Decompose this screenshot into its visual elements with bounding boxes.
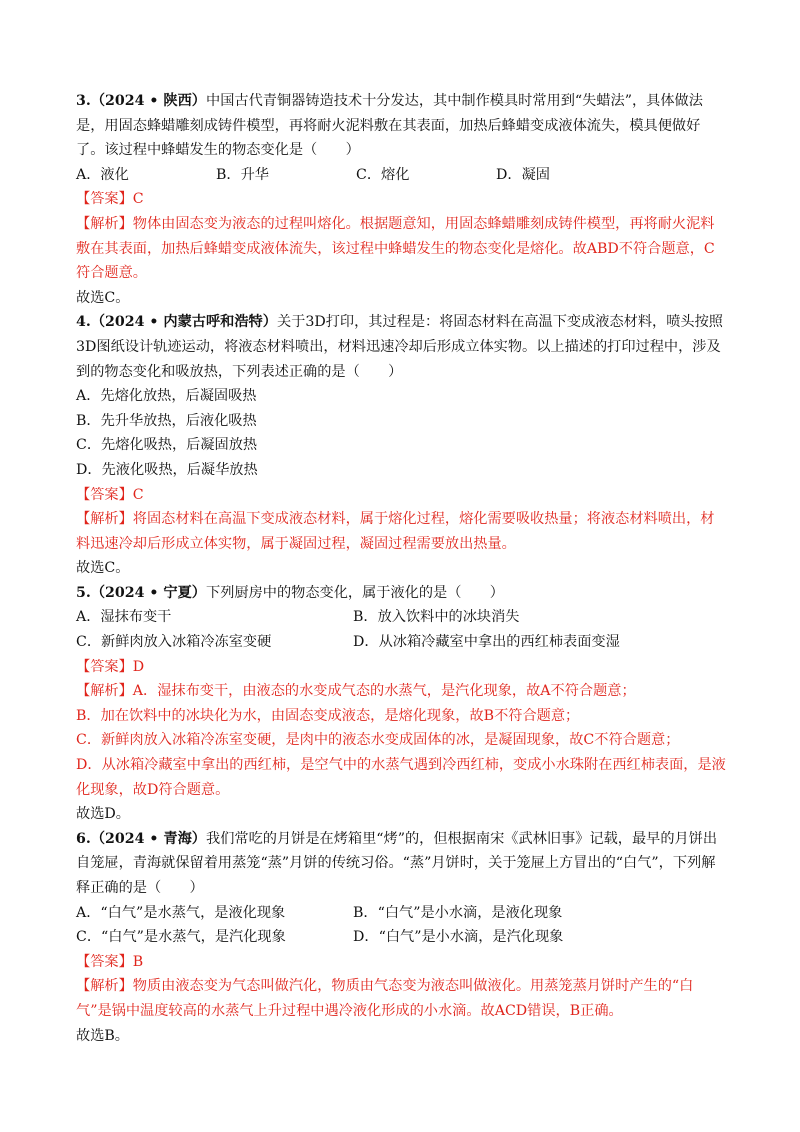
answer-label: 【答案】 <box>76 953 133 970</box>
question-text: 我们常吃的月饼是在烤箱里“烤”的，但根据南宋《武林旧事》记载，最早的月饼出自笼屉，青海就保留着用蒸笼“蒸”月饼的传统习俗。“蒸”月饼时，关于笼屉上方冒出的“白气”，下列解释正确的是（ ） <box>76 830 718 896</box>
question-text: 下列厨房中的物态变化，属于液化的是（ ） <box>206 584 504 601</box>
option-b: B．先升华放热，后液化吸热 <box>76 412 257 429</box>
options-row <box>76 630 726 655</box>
answer-value: C <box>132 191 144 208</box>
analysis-text: 物体由固态变为液态的过程叫熔化。根据题意知，用固态蜂蜡雕刻成铸件模型，再将耐火泥料敷在其表面，加热后蜂蜡变成液体流失，该过程中蜂蜡发生的物态变化是熔化。故ABD不符合题意，C符合题意。 <box>76 215 715 282</box>
option-a: A．湿抹布变干 <box>76 609 172 626</box>
option-c: C．熔化 <box>356 166 410 183</box>
answer-line <box>76 655 726 680</box>
answer-line <box>76 483 726 508</box>
option-a: A．先熔化放热，后凝固吸热 <box>76 388 257 405</box>
question-stem <box>76 89 726 163</box>
question-text: 中国古代青铜器铸造技术十分发达，其中制作模具时常用到“失蜡法”，具体做法是，用固态蜂蜡雕刻成铸件模型，再将耐火泥料敷在其表面，加热后蜂蜡变成液体流失，模具便做好了。该过程中蜂蜡发生的物态变化是（ ） <box>76 93 703 159</box>
question-source-tag: （2024 • 内蒙古呼和浩特） <box>90 314 277 331</box>
option-b: B．升华 <box>216 166 269 183</box>
option-c: C．“白气”是水蒸气，是汽化现象 <box>76 929 286 946</box>
option-d: D．从冰箱冷藏室中拿出的西红柿表面变湿 <box>353 634 620 651</box>
document-page <box>76 89 726 1048</box>
option-d: D．先液化吸热，后凝华放热 <box>76 461 258 478</box>
analysis-label: 【解析】 <box>76 683 133 700</box>
answer-value: D <box>132 658 145 675</box>
question-5 <box>76 581 726 827</box>
question-number: 6. <box>76 830 91 847</box>
question-source-tag: （2024 • 陕西） <box>90 93 206 109</box>
question-stem <box>76 827 726 901</box>
option-a: A．液化 <box>76 166 129 183</box>
option-b: B．放入饮料中的冰块消失 <box>353 609 520 626</box>
analysis-line <box>76 974 726 1023</box>
answer-label: 【答案】 <box>76 658 133 675</box>
option-d: D．凝固 <box>496 166 550 183</box>
options-row <box>76 901 726 926</box>
question-6 <box>76 827 726 1048</box>
analysis-line <box>76 212 726 286</box>
question-number: 3. <box>76 93 91 109</box>
question-number: 4. <box>76 314 91 331</box>
option-c: C．先熔化吸热，后凝固放热 <box>76 437 258 454</box>
answer-value: B <box>132 953 144 970</box>
question-number: 5. <box>76 584 91 601</box>
analysis-label: 【解析】 <box>76 215 133 232</box>
conclusion: 故选C。 <box>76 560 130 577</box>
analysis-text: 物质由液态变为气态叫做汽化，物质由气态变为液态叫做液化。用蒸笼蒸月饼时产生的“白气”是锅中温度较高的水蒸气上升过程中遇冷液化形成的小水滴。故ACD错误，B正确。 <box>76 978 694 1019</box>
analysis-label: 【解析】 <box>76 978 133 995</box>
conclusion: 故选C。 <box>76 289 130 306</box>
answer-label: 【答案】 <box>76 191 133 208</box>
question-3 <box>76 89 726 310</box>
analysis-label: 【解析】 <box>76 511 133 528</box>
answer-line <box>76 187 726 212</box>
answer-value: C <box>132 486 144 503</box>
analysis-text: C．新鲜肉放入冰箱冷冻室变硬，是肉中的液态水变成固体的冰，是凝固现象，故C不符合题意； <box>76 732 680 749</box>
analysis-text: A．湿抹布变干，由液态的水变成气态的水蒸气，是汽化现象，故A不符合题意； <box>132 683 636 700</box>
analysis-line <box>76 507 726 556</box>
option-a: A．“白气”是水蒸气，是液化现象 <box>76 904 286 921</box>
analysis-text: 将固态材料在高温下变成液态材料，属于熔化过程，熔化需要吸收热量；将液态材料喷出，材料迅速冷却后形成立体实物，属于凝固过程，凝固过程需要放出热量。 <box>76 511 715 552</box>
question-4 <box>76 310 726 581</box>
question-source-tag: （2024 • 青海） <box>90 830 206 847</box>
analysis-text: D．从冰箱冷藏室中拿出的西红柿，是空气中的水蒸气遇到冷西红柿，变成小水珠附在西红柿表面，是液化现象，故D符合题意。 <box>76 757 726 798</box>
options-row <box>76 605 726 630</box>
option-b: B．“白气”是小水滴，是液化现象 <box>353 904 563 921</box>
options-row <box>76 925 726 950</box>
answer-line <box>76 950 726 975</box>
options-row <box>76 163 726 188</box>
conclusion: 故选B。 <box>76 1027 129 1044</box>
question-stem <box>76 581 726 606</box>
answer-label: 【答案】 <box>76 486 133 503</box>
conclusion: 故选D。 <box>76 806 130 823</box>
option-d: D．“白气”是小水滴，是汽化现象 <box>353 929 564 946</box>
analysis-line <box>76 679 726 704</box>
question-text: 关于3D打印，其过程是：将固态材料在高温下变成液态材料，喷头按照3D图纸设计轨迹运动，将液态材料喷出，材料迅速冷却后形成立体实物。以上描述的打印过程中，涉及到的物态变化和吸放热，下列表述正确的是（ ） <box>76 314 723 380</box>
question-source-tag: （2024 • 宁夏） <box>90 584 206 601</box>
analysis-text: B．加在饮料中的冰块化为水，由固态变成液态，是熔化现象，故B不符合题意； <box>76 707 580 724</box>
option-c: C．新鲜肉放入冰箱冷冻室变硬 <box>76 634 272 651</box>
question-stem <box>76 310 726 384</box>
